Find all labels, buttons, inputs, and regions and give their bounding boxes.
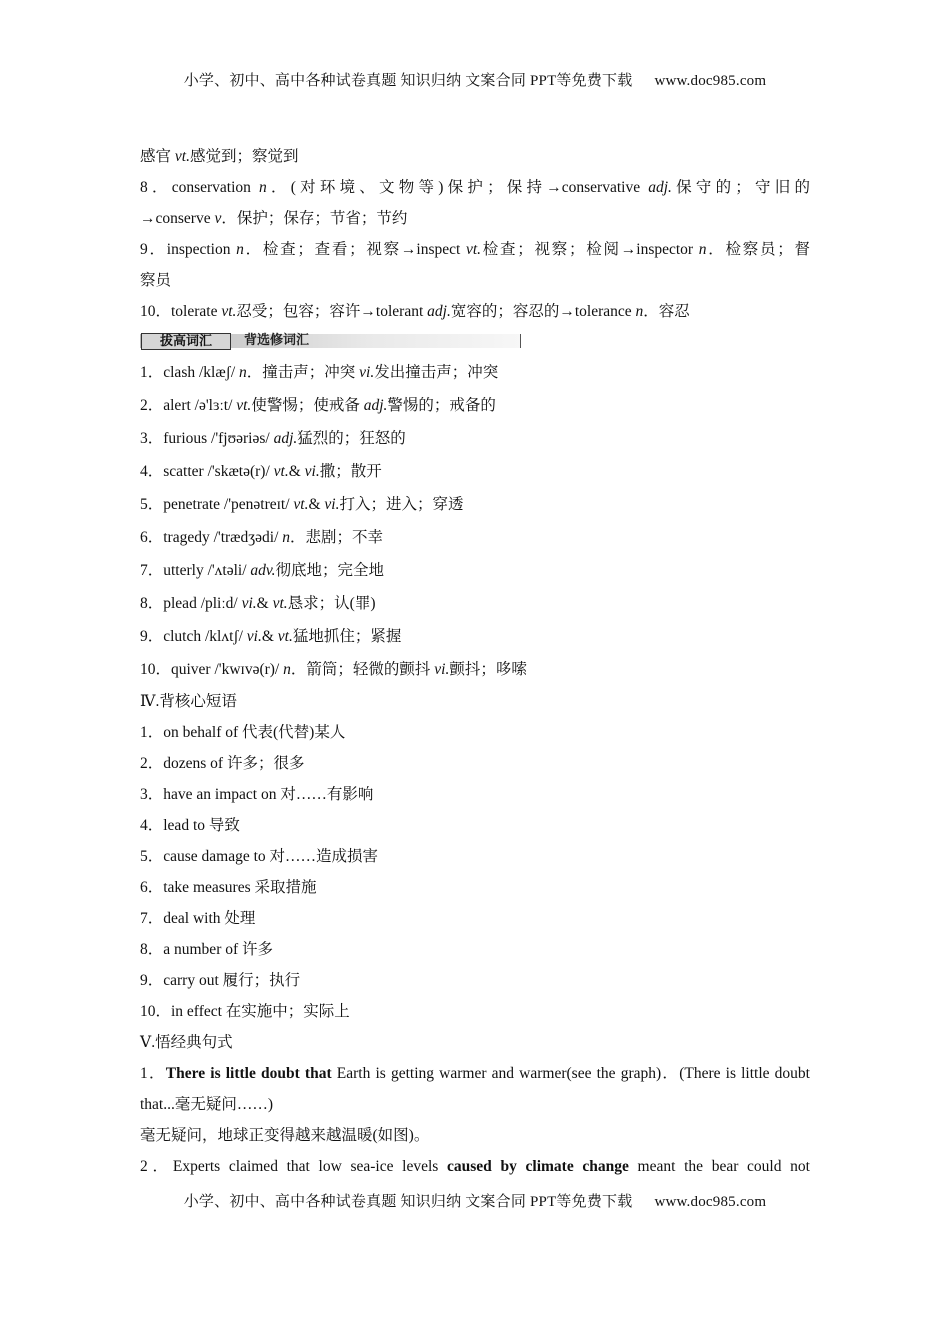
list-item: 5．penetrate /'penətreɪt/ vt.& vi.打入；进入；穿透 [140,496,464,513]
list-item: 2．alert /ə'lɜːt/ vt.使警惕；使戒备 adj.警惕的；戒备的 [140,397,496,414]
section-banner [140,333,520,351]
main-content [140,141,810,1182]
list-item: 2．dozens of 许多；很多 [140,755,305,772]
word-entry-8-line1: 8．conservation n．(对环境、文物等)保护；保持→conservative adj.保守的；守旧的 [140,179,810,196]
list-item: 4．lead to 导致 [140,817,240,834]
section-4-title: Ⅳ.背核心短语 [140,693,237,710]
list-item: 4．scatter /'skætə(r)/ vt.& vi.撒；散开 [140,463,382,480]
sentence-2: 2．Experts claimed that low sea-ice levels caused by climate change meant the bear could not [140,1158,810,1175]
page-footer [0,1190,950,1211]
sentence-1-translation: 毫无疑问，地球正变得越来越温暖(如图)。 [140,1127,430,1144]
list-item: 6．take measures 采取措施 [140,879,317,896]
list-item: 3．have an impact on 对……有影响 [140,786,374,803]
list-item: 1．clash /klæʃ/ n．撞击声；冲突 vi.发出撞击声；冲突 [140,364,499,381]
list-item: 10．in effect 在实施中；实际上 [140,1003,350,1020]
list-item: 9．clutch /klʌtʃ/ vi.& vt.猛地抓住；紧握 [140,628,402,645]
banner-tag: 拔高词汇 [141,333,231,350]
word-entry-9-line1: 9．inspection n．检查；查看；视察→inspect vt.检查；视察；检阅→inspector n．检察员；督 [140,241,811,258]
top-fragment: 感官 vt.感觉到；察觉到 [140,148,299,165]
footer-text: 小学、初中、高中各种试卷真题 知识归纳 文案合同 PPT等免费下载 [183,1194,633,1210]
footer-site[interactable]: www.doc985.com [654,1194,767,1210]
list-item: 1．on behalf of 代表(代替)某人 [140,724,346,741]
banner-subtitle: 背选修词汇 [244,333,310,348]
list-item: 8．plead /pliːd/ vi.& vt.恳求；认(罪) [140,595,376,612]
list-item: 5．cause damage to 对……造成损害 [140,848,379,865]
word-entry-10: 10．tolerate vt.忍受；包容；容许→tolerant adj.宽容的；容忍的→tolerance n．容忍 [140,303,690,320]
advanced-vocab-list [140,356,810,686]
word-entry-8-line2: →conserve v．保护；保存；节省；节约 [140,210,408,227]
sentence-1: 1．There is little doubt that Earth is getting warmer and warmer(see the graph)．(There is little doubt that...毫无疑问……) [140,1065,810,1113]
list-item: 9．carry out 履行；执行 [140,972,301,989]
header-text: 小学、初中、高中各种试卷真题 知识归纳 文案合同 PPT等免费下载 [183,73,633,89]
list-item: 8．a number of 许多 [140,941,274,958]
list-item: 7．deal with 处理 [140,910,256,927]
page-header [0,69,950,90]
list-item: 3．furious /'fjʊəriəs/ adj.猛烈的；狂怒的 [140,430,406,447]
header-site[interactable]: www.doc985.com [654,73,767,89]
list-item: 6．tragedy /'trædʒədi/ n．悲剧；不幸 [140,529,384,546]
section-5-title: Ⅴ.悟经典句式 [140,1034,233,1051]
list-item: 7．utterly /'ʌtəli/ adv.彻底地；完全地 [140,562,385,579]
list-item: 10．quiver /'kwɪvə(r)/ n．箭筒；轻微的颤抖 vi.颤抖；哆嗦 [140,661,527,678]
phrase-list [140,717,810,1027]
word-entry-9-line2: 察员 [140,272,172,289]
